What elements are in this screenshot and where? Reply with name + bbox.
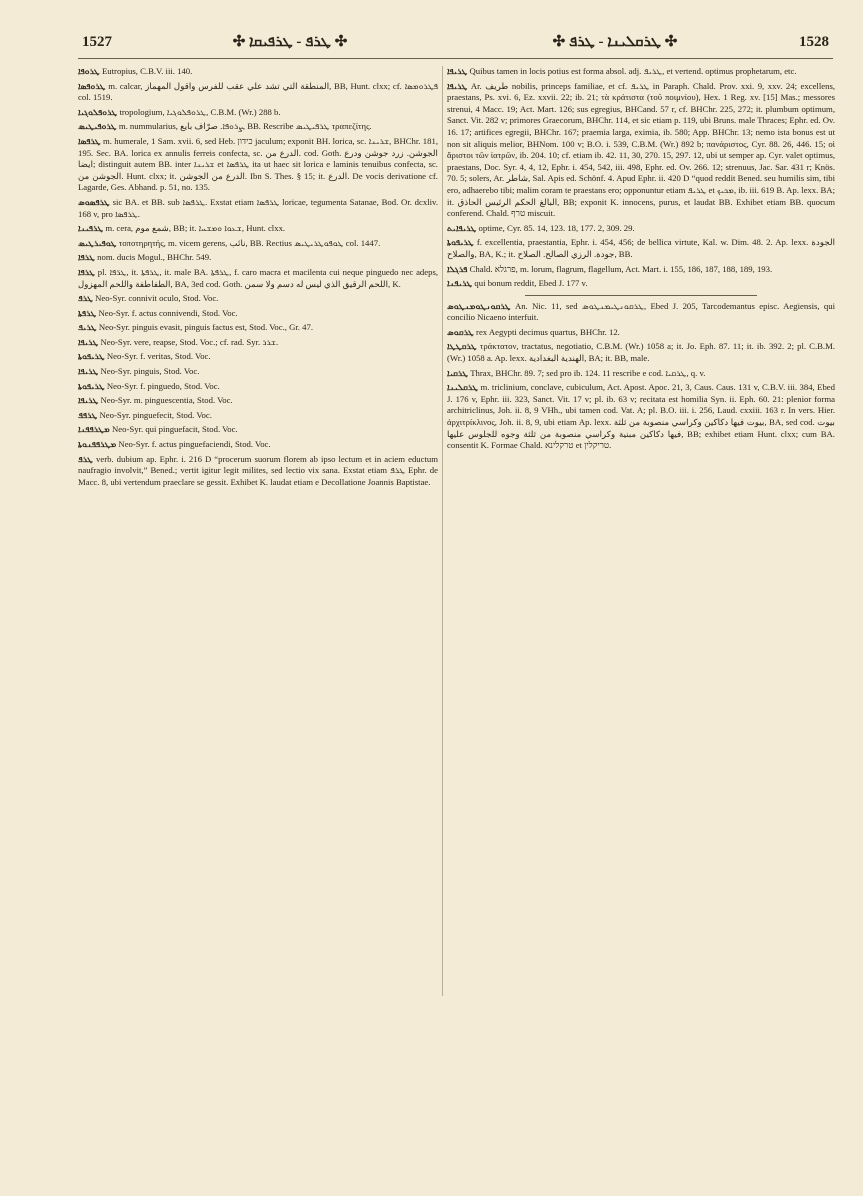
entry-headword: ܛܪܝܦܐ (78, 366, 99, 377)
right-page-number: 1528 (799, 34, 829, 50)
entry-headword: ܡܛܪܦܦܢܐ (78, 424, 110, 435)
dictionary-entry (447, 341, 835, 364)
entry-headword: ܛܪܝܦ (78, 322, 97, 333)
entry-headword: ܛܪܝܦܐܝܬ (447, 222, 477, 233)
dictionary-entry (447, 264, 835, 276)
dictionary-entry (78, 351, 438, 363)
column-divider (442, 66, 443, 996)
entry-headword: ܛܪܝܦܐ (78, 395, 99, 406)
entry-definition: qui bonum reddit, Ebed J. 177 v. (472, 278, 588, 289)
entry-headword: ܦܪܓܠܐ (447, 263, 468, 274)
left-column (78, 66, 438, 1176)
entry-definition: Quibus tamen in locis potius est forma absol. adj. ܛܪܝܦ, et vertend. optimus prophetarum, etc. (467, 66, 797, 76)
dictionary-entry (78, 366, 438, 378)
entry-headword: ܛܪܩܛܛܐ (447, 341, 477, 352)
dictionary-entry (78, 322, 438, 334)
entry-headword: ܛܪܦܬܐ (78, 307, 97, 318)
entry-definition: Neo-Syr. f. veritas, Stod. Voc. (104, 351, 211, 362)
dictionary-entry (78, 381, 438, 393)
entry-definition: Neo-Syr. f. pinguedo, Stod. Voc. (104, 380, 220, 391)
entry-definition: τοποτηρητής, m. vicem gerens, نائب, BB. Rectius ܛܘܦܘܛܪܝܛܝܣ col. 1447. (116, 237, 381, 248)
entry-definition: verb. dubium ap. Ephr. i. 216 D “procerum suorum florem ab ipso lectum et in aciem eductum naufragio involvit,” Bened.; vertit igitur legit milites, sed lectio vix sana. Exstat etiam ܛܪܦ Ephr. de Macc. 8, ubi vertendum praeclare se gessit. Exhibet K. laudat etiam e Decollatione Joannis Baptistae. (78, 453, 438, 487)
entry-definition: Neo-Syr. pinguefecit, Stod. Voc. (97, 409, 212, 420)
entry-headword: ܛܪܩܘܣ (447, 326, 474, 337)
entry-definition: m. calcar, المنطقة التي تشد علي عقب للفرس واقول المهماز, BB, Hunt. clxx; cf. ܦܛܪܘܡܣܐ col. 1519. (78, 80, 438, 103)
dictionary-entry (78, 267, 438, 290)
page-header (0, 24, 863, 58)
entry-headword: ܛܪܘܦܣܐ (78, 80, 106, 91)
dictionary-entry (447, 237, 835, 260)
entry-definition: m. triclinium, conclave, cubiculum, Act. Apost. Apoc. 21, 3, Caus. Caus. 131 v, C.B.V. iii. 384, Ebed J. 176 v, Ephr. iii. 323, Sanct. Vit. 17 v; pl. ib. 63 v; recitata est homilia Syn. ii. Eph. 60. 21: plenior forma architriclinus, Joh. ii. 8, 9 VHh., ubi tamen cod. Vat. A; pl. B.O. iii. i. 256, Laud. cxxiii. 163 r. In vers. Hier. ἀρχιτρίκλινος, Joh. ii. 8, 9, ubi etiam Ap. lexx. بيوت فيها دكاكين وكراسي منصوبة من ثلثة, BA, sed cod. بيوت فيها دكاكين مبنية وكراسي منصوبة من ثلثة وجوه للجلوس عليها, BB; exhibet etiam Hunt. clxx; cum BA. consentit K. Formae Chald. טרקלינא et טריקלין. (447, 382, 835, 451)
dictionary-entry (447, 368, 835, 380)
dictionary-entry (78, 121, 438, 133)
entry-definition: Neo-Syr. m. pinguescentia, Stod. Voc. (98, 395, 233, 406)
dictionary-entry (78, 107, 438, 119)
dictionary-entry (447, 382, 835, 452)
entry-headword: ܛܪܦ (78, 453, 93, 464)
entry-definition: Neo-Syr. qui pinguefacit, Stod. Voc. (109, 424, 238, 435)
entry-headword: ܛܪܦ (78, 293, 93, 304)
entry-definition: Neo-Syr. pinguis, Stod. Voc. (98, 366, 200, 377)
dictionary-entry (447, 66, 835, 78)
entry-headword: ܛܪܘܦܝܛܝܣ (78, 121, 117, 132)
entry-headword: ܛܪܝܦܐ (78, 336, 99, 347)
entry-definition: rex Aegypti decimus quartus, BHChr. 12. (473, 326, 620, 337)
entry-headword: ܛܪܩܠܝܢܐ (447, 382, 479, 393)
dictionary-entry (78, 454, 438, 489)
entry-definition: f. excellentia, praestantia, Ephr. i. 454, 456; de bellica virtute, Kal. w. Dim. 48. 2. Ap. lexx. الجودة والصلاح, BA, K.; it. جودة. الرزي الصالح. الصلاح, BB. (447, 237, 835, 259)
dictionary-entry (78, 337, 438, 349)
dictionary-entry (78, 252, 438, 264)
dictionary-entry (447, 327, 835, 339)
entry-headword: ܛܪܝܦܐ (447, 80, 468, 91)
entry-definition: m. cera, شمع موم, BB; it. ܫܥܘܐ ܘܡܫܚܐ, Hunt. clxx. (103, 223, 286, 234)
entry-headword: ܛܪܩܘܢܛܘܡܢܛܘܣ (447, 300, 511, 311)
entry-headword: ܛܪܦܝܢܐ (78, 223, 104, 234)
entry-headword: ܛܪܦܐ (78, 266, 95, 277)
entry-headword: ܛܪܝܦܢܐ (447, 278, 473, 289)
entry-definition: tropologium, ܛܪܘܦܠܘܓܝܐ, C.B.M. (Wr.) 288 b. (117, 106, 281, 117)
entry-definition: nom. ducis Mogul., BHChr. 549. (94, 252, 212, 263)
entry-headword: ܛܪܘܦܠܘܓܝܐ (78, 106, 118, 117)
dictionary-entry (78, 293, 438, 305)
dictionary-entry (78, 395, 438, 407)
dictionary-entry (78, 238, 438, 250)
right-running-head: ✣ ܛܪܩܠܝܢܐ ‑ ܛܪܦ ✣ (552, 34, 678, 50)
dictionary-entry (447, 223, 835, 235)
dictionary-entry (447, 81, 835, 220)
entry-headword: ܛܘܦܝܪܛܝܣ (78, 237, 117, 248)
entry-headword: ܛܪܦܦ (78, 409, 98, 420)
dictionary-entry (78, 66, 438, 78)
dictionary-entry (447, 278, 835, 290)
dictionary-entry (78, 308, 438, 320)
entry-definition: Neo-Syr. vere, reapse, Stod. Voc.; cf. rad. Syr. ܫܪܪ. (98, 336, 279, 347)
entry-definition: optime, Cyr. 85. 14, 123. 18, 177. 2, 309. 29. (476, 222, 635, 233)
entry-definition: Neo-Syr. connivit oculo, Stod. Voc. (92, 293, 219, 304)
entry-headword: ܡܛܪܦܦܢܘܬܐ (78, 439, 117, 450)
entry-definition: Neo-Syr. f. actus pinguefaciendi, Stod. Voc. (116, 439, 271, 450)
entry-headword: ܛܪܝܦܘܬܐ (447, 237, 474, 248)
entry-definition: Ar. طريف nobilis, princeps familiae, et cf. ܛܪܝܦ in Paraph. Chald. Prov. xxi. 9, xxv. 24; excellens, praestans, Ps. xvi. 6, Ez. xxvii. 22; ib. 21; τὰ κράτιστα (τοῦ ποιμνίου), Hex. 1 Reg. xv. [15] Mas.; messores strenui, 4 Macc. 19; Act. Mart. 126; sus egregius, BHCand. 57 r, cf. BHChr. 225, 272; it. plumbum optimum, Sanct. Vit. 282 v; primores Graecorum, BHChr. 114, et sic etiam p. 119, ubi Bruns. male Thraces; Ephr. ed. Ov. 16. 17; artifices egregii, BHChr. 167; praemia larga, eximia, ib. 580; App. BHChr. 13; nemo ista bonus est ut non sit aliquis melior, BHNom. 100 v; B.O. i. 539, C.B.M. (Wr.) 892 b; πανάριστος, Cyr. 88. 26, 446. 15; οἱ ἄριστοι τῶν ἰατρῶν, ib. 204. 10; cf. etiam ib. 42. 11, 30, 270. 15, 297. 12, ubi ut semper ap. Cyr. valet optimus, praestans, Doc. Syr. 4, 4, 12, Ephr. i. 454, 542, iii. 498, Ephr. ed. Ov. 266. 12; strenuus, Jac. Sar. 431 r; Knös. 70. 5; solers, Ar. شاطر, Sal. Apis ed. Schönf. 4. Apud Ephr. ii. 420 D “quod reddit Bened. seu humilis sim, tibi ero, adhaerebo tibi; malim coram te praestans ero; opponuntur etiam ܛܪܝܦ et ܡܟܝܟ, ib. iii. 619 B. Ap. lexx. BA; it. البالغ الحكم الرئيس الحاذق, BB; exponit K. innocens, purus, et laudat BB. Exhibet etiam BB. quocum conferend. Chald. טרף miscuit. (447, 80, 835, 219)
entry-headword: ܛܪܝܦܘܬܐ (78, 380, 105, 391)
entry-definition: m. humerale, 1 Sam. xvii. 6, sed Heb. כידון jaculum; exponit BH. lorica, sc. ܫܪܝܢܐ, BHChr. 181, 195. Sec. BA. lorica ex annulis ferreis confecta, sc. الدرع من. cod. Goth. الجوشن. زرد جوشن ودرع ايضا; distinguit autem BB. inter ܫܪܝܢܐ et ܛܪܦܣܐ ita ut haec sit lorica e laminis tenuibus confecta, sc. الجوشن من. Hunt. clxx; it. الدرع من الجوشن. Ibn S. Thes. § 15; it. الدرع. De vocis derivatione cf. Lagarde, Ges. Abhand. p. 51, no. 135. (78, 135, 438, 193)
entry-definition: Chald. פרגלא, m. lorum, flagrum, flagellum, Act. Mart. i. 155, 186, 187, 188, 189, 193. (467, 263, 773, 274)
entry-definition: Neo-Syr. f. actus connivendi, Stod. Voc. (96, 307, 238, 318)
dictionary-entry (78, 136, 438, 194)
left-running-head: ✣ ܛܪܦ ‑ ܛܪܦܝܩܐ ✣ (232, 34, 348, 50)
entry-definition: Neo-Syr. pinguis evasit, pinguis factus est, Stod. Voc., Gr. 47. (96, 322, 314, 333)
dictionary-entry (447, 301, 835, 324)
dictionary-entry (78, 424, 438, 436)
dictionary-entry (78, 410, 438, 422)
dictionary-entry (78, 223, 438, 235)
entry-headword: ܛܪܦܐ (78, 252, 95, 263)
dictionary-entry (78, 439, 438, 451)
dictionary-entry (78, 197, 438, 220)
dictionary-entry (78, 81, 438, 104)
entry-definition: τράκτατον, tractatus, negotiatio, C.B.M. (Wr.) 1058 a; it. Jo. Eph. 87. 11; it. ib. 392. 2; pl. C.B.M. (Wr.) 1058 a. Ap. lexx. الهندية البغدادية, BA; it. BB, male. (447, 341, 835, 364)
left-page-number: 1527 (82, 34, 112, 50)
entry-definition: Thrax, BHChr. 89. 7; sed pro ib. 124. 11 rescribe e cod. ܛܪܩܝܐ, q. v. (468, 367, 706, 378)
entry-headword: ܛܪܝܦܐ (447, 66, 468, 76)
entry-headword: ܛܪܩܝܐ (447, 367, 469, 378)
entry-definition: sic BA. et BB. sub ܛܪܦܣܐ. Exstat etiam ܛܪܦܣܐ loricae, tegumenta Satanae, Bod. Or. dcxliv. 168 v, pro ܛܪܦܣܐ. (78, 196, 438, 219)
right-column (447, 66, 835, 1176)
entry-headword: ܛܪܘܦܐ (78, 66, 100, 76)
section-separator (525, 295, 758, 296)
entry-headword: ܛܪܝܦܘܬܐ (78, 351, 105, 362)
entry-headword: ܛܪܦܣܐ (78, 135, 101, 146)
header-rule (78, 58, 833, 59)
entry-headword: ܛܪܦܣܘܣ (78, 196, 110, 207)
entry-definition: pl. ܛܪ̈ܦܐ, it. ܛܪܦܬܐ, it. male BA. ܛܪܦܬܐ, f. caro macra et macilenta cui neque pinguedo nec adeps, الطفاطفة واللحم المهزول, BA, 3ed cod. Goth. اللحم الرقيق الذي ليس له دسم ولا سمن, K. (78, 266, 438, 289)
entry-definition: An. Nic. 11, sed ܛܪܩܘܢܛܝܡܢܛܘܣ, Ebed J. 205, Tarcodemantus episc. Aegiensis, qui concilio Nicaeno interfuit. (447, 300, 835, 323)
entry-definition: Eutropius, C.B.V. iii. 140. (99, 66, 193, 76)
entry-definition: m. nummularius, ܨܪܘܦܐ. صرّاف بايع, BB. Rescribe ܛܪܦܝܛܝܣ τραπεζίτης. (116, 121, 372, 132)
